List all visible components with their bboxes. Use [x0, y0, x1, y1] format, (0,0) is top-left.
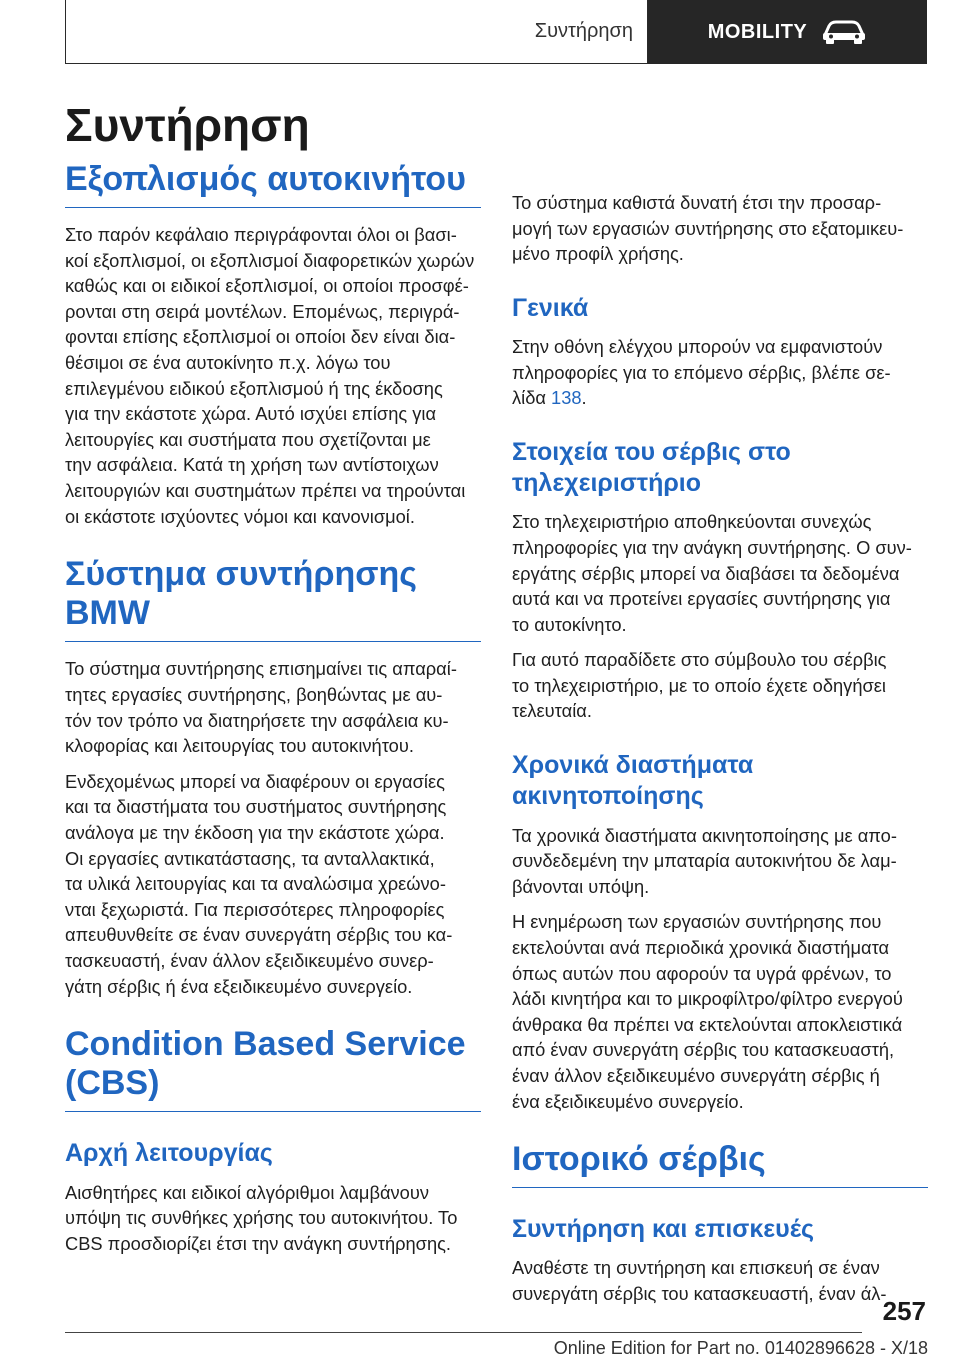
- heading-bmw-maintenance-system: Σύστημα συντήρησης BMW: [65, 555, 481, 642]
- footer-edition-note: Online Edition for Part no. 01402896628 - X/18: [553, 1338, 928, 1358]
- right-column: [512, 190, 928, 1307]
- paragraph-vehicle-equipment: Στο παρόν κεφάλαιο περιγράφονται όλοι οι βασι‐ κοί εξοπλισμοί, οι εξοπλισμοί διαφορετικών χωρών καθώς και οι ειδικοί εξοπλισμοί, οι οποίοι προσφέ‐ ρονται στη σειρά μοντέλων. Επομένως, περιγρά‐ φονται επίσης εξοπλισμοί οι οποίοι δεν είναι δια‐ θέσιμοι σε ένα αυτοκίνητο π.χ. λόγω του επιλεγμένου ειδικού εξοπλισμού ή της έκδοσης για την εκάστοτε χώρα. Αυτό ισχύει επίσης για λειτουργίες και συστήματα που σχετίζονται με την ασφάλεια. Κατά τη χρήση των αντίστοιχων λειτουργιών και συστημάτων πρέπει να τηρούνται οι εκάστοτε ισχύοντες νόμοι και κανονισμοί.: [65, 224, 475, 527]
- heading-vehicle-equipment: Εξοπλισμός αυτοκινήτου: [65, 160, 481, 208]
- page-title: Συντήρηση: [65, 99, 310, 151]
- header-mobility-tab[interactable]: [648, 0, 927, 64]
- heading-general: Γενικά: [512, 293, 589, 322]
- heading-operating-principle: Αρχή λειτουργίας: [65, 1139, 273, 1168]
- left-column: [65, 160, 481, 1256]
- header-section-title: Συντήρηση: [65, 0, 648, 64]
- heading-idle-periods: Χρονικά διαστήματα ακινητοποίησης: [512, 751, 754, 811]
- heading-condition-based-service: Condition Based Service (CBS): [65, 1025, 481, 1112]
- heading-service-data-in-key: Στοιχεία του σέρβις στο τηλεχειριστήριο: [512, 437, 791, 498]
- paragraph-general: Στην οθόνη ελέγχου μπορούν να εμφανιστούν πληροφορίες για το επόμενο σέρβις, βλέπε σε‐ λίδα 138.: [512, 336, 891, 409]
- paragraph-service-data-key-2: Για αυτό παραδίδετε στο σύμβουλο του σέρβις το τηλεχειριστήριο, με το οποίο έχετε οδηγήσει τελευταία.: [512, 649, 887, 722]
- paragraph-operating-principle: Αισθητήρες και ειδικοί αλγόριθμοι λαμβάνουν υπόψη τις συνθήκες χρήσης του αυτοκινήτου. Το CBS προσδιορίζει έτσι την ανάγκη συντήρησης.: [65, 1181, 458, 1254]
- footer-divider: [65, 1332, 862, 1333]
- paragraph-bmw-maintenance-2: Ενδεχομένως μπορεί να διαφέρουν οι εργασίες και τα διαστήματα του συστήματος συντήρησης ανάλογα με την έκδοση για την εκάστοτε χώρα. Οι εργασίες αντικατάστασης, τα ανταλλακτικά, τα υλικά λειτουργίας και τα αναλώσιμα χρεώνο‐ νται ξεχωριστά. Για περισσότερες πληροφορίες απευθυνθείτε σε έναν συνεργάτη σέρβις του κα‐ τασκευαστή, έναν άλλον εξειδικευμένο συνερ‐ γάτη σέρβις ή ένα εξειδικευμένο συνεργείο.: [65, 770, 453, 997]
- mobility-label: MOBILITY: [707, 20, 808, 43]
- paragraph-cbs-intro: Το σύστημα καθιστά δυνατή έτσι την προσαρ‐ μογή των εργασιών συντήρησης στο εξατομικευ‐ μένο προφίλ χρήσης.: [512, 192, 904, 265]
- paragraph-maintenance-and-repairs: Αναθέστε τη συντήρηση και επισκευή σε έναν συνεργάτη σέρβις του κατασκευαστή, έναν άλ‐: [512, 1257, 887, 1305]
- car-icon: [821, 19, 867, 45]
- page-number: 257: [882, 1296, 926, 1326]
- paragraph-idle-periods-1: Τα χρονικά διαστήματα ακινητοποίησης με απο‐ συνδεδεμένη την μπαταρία αυτοκινήτου δε λαμ‐ βάνονται υπόψη.: [512, 824, 897, 897]
- heading-maintenance-and-repairs: Συντήρηση και επισκευές: [512, 1215, 815, 1244]
- page-header: [65, 0, 927, 64]
- paragraph-service-data-key-1: Στο τηλεχειριστήριο αποθηκεύονται συνεχώς πληροφορίες για την ανάγκη συντήρησης. Ο συν‐ εργάτης σέρβις μπορεί να διαβάσει τα δεδομένα αυτά και να προτείνει εργασίες συντήρησης για το αυτοκίνητο.: [512, 511, 912, 635]
- heading-service-history: Ιστορικό σέρβις: [512, 1140, 928, 1188]
- paragraph-bmw-maintenance-1: Το σύστημα συντήρησης επισημαίνει τις απαραί‐ τητες εργασίες συντήρησης, βοηθώντας με αυ‐ τόν τον τρόπο να διατηρήσετε την ασφάλεια κυ‐ κλοφορίας και λειτουργίας του αυτοκινήτου.: [65, 658, 457, 757]
- paragraph-idle-periods-2: Η ενημέρωση των εργασιών συντήρησης που εκτελούνται ανά περιοδικά χρονικά διαστήματα όπως αυτών που αφορούν τα υγρά φρένων, το λάδι κινητήρα και το μικροφίλτρο/φίλτρο ενεργού άνθρακα θα πρέπει να εκτελούνται αποκλειστικά από έναν συνεργάτη σέρβις του κατασκευαστή, έναν άλλον εξειδικευμένο συνεργάτη σέρβις ή ένα εξειδικευμένο συνεργείο.: [512, 911, 903, 1112]
- page-link-138[interactable]: 138: [551, 387, 582, 409]
